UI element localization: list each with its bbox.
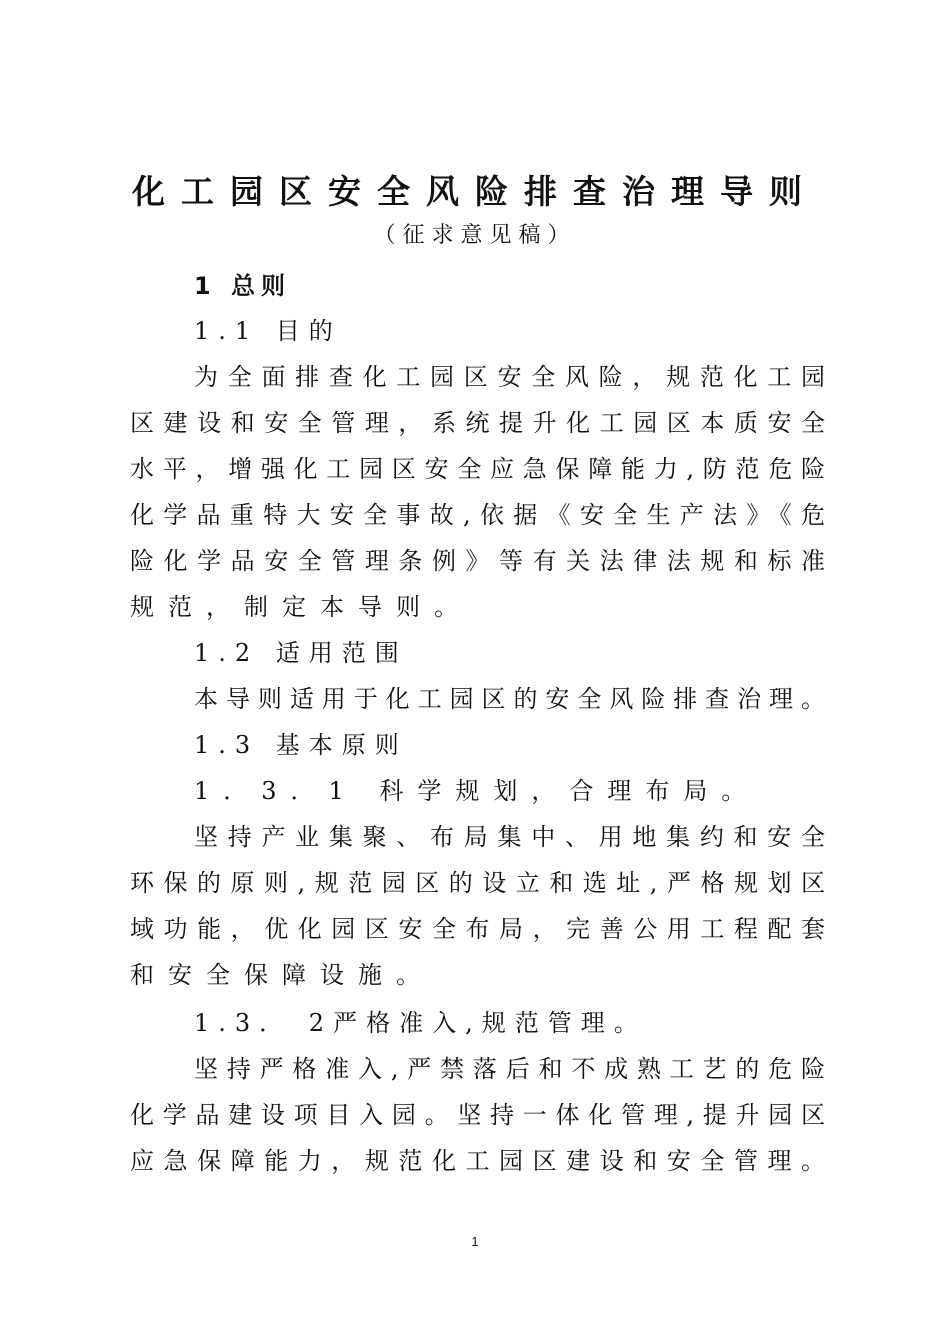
purpose-paragraph-line: 区建设和安全管理，系统提升化工园区本质安全 bbox=[130, 409, 825, 437]
section-heading-scope: 1.2 适用范围 bbox=[194, 639, 408, 667]
purpose-paragraph-line: 水平，增强化工园区安全应急保障能力,防范危险 bbox=[130, 455, 825, 483]
principle-2-heading: 1.3． 2严格准入,规范管理。 bbox=[194, 1009, 647, 1037]
principle-1-paragraph-line: 域功能，优化园区安全布局，完善公用工程配套 bbox=[130, 915, 825, 943]
principle-2-paragraph-line: 坚持严格准入,严禁落后和不成熟工艺的危险 bbox=[194, 1055, 825, 1083]
principle-2-paragraph-line: 应急保障能力，规范化工园区建设和安全管理。 bbox=[130, 1147, 825, 1175]
section-heading-purpose: 1.1 目的 bbox=[194, 317, 342, 345]
principle-1-heading: 1．3．1 科学规划，合理布局。 bbox=[194, 777, 760, 805]
document-subtitle: （征求意见稿） bbox=[373, 223, 577, 248]
principle-2-paragraph-line: 化学品建设项目入园。坚持一体化管理,提升园区 bbox=[130, 1101, 825, 1129]
principle-1-paragraph-line: 坚持产业集聚、布局集中、用地集约和安全 bbox=[194, 823, 825, 851]
purpose-paragraph-line: 险化学品安全管理条例》等有关法律法规和标准 bbox=[130, 547, 825, 575]
document-title: 化工园区安全风险排查治理导则 bbox=[132, 172, 818, 211]
scope-paragraph: 本导则适用于化工园区的安全风险排查治理。 bbox=[194, 685, 825, 713]
section-heading-general: 1 总则 bbox=[194, 272, 292, 300]
purpose-paragraph-line: 规范，制定本导则。 bbox=[130, 593, 472, 621]
principle-1-paragraph-line: 环保的原则,规范园区的设立和选址,严格规划区 bbox=[130, 869, 825, 897]
purpose-paragraph-line: 化学品重特大安全事故,依据《安全生产法》《危 bbox=[130, 501, 825, 529]
purpose-paragraph-line: 为全面排查化工园区安全风险，规范化工园 bbox=[194, 363, 825, 391]
page-number: 1 bbox=[471, 1234, 479, 1249]
principle-1-paragraph-line: 和安全保障设施。 bbox=[130, 961, 434, 989]
section-heading-principles: 1.3 基本原则 bbox=[194, 731, 408, 759]
